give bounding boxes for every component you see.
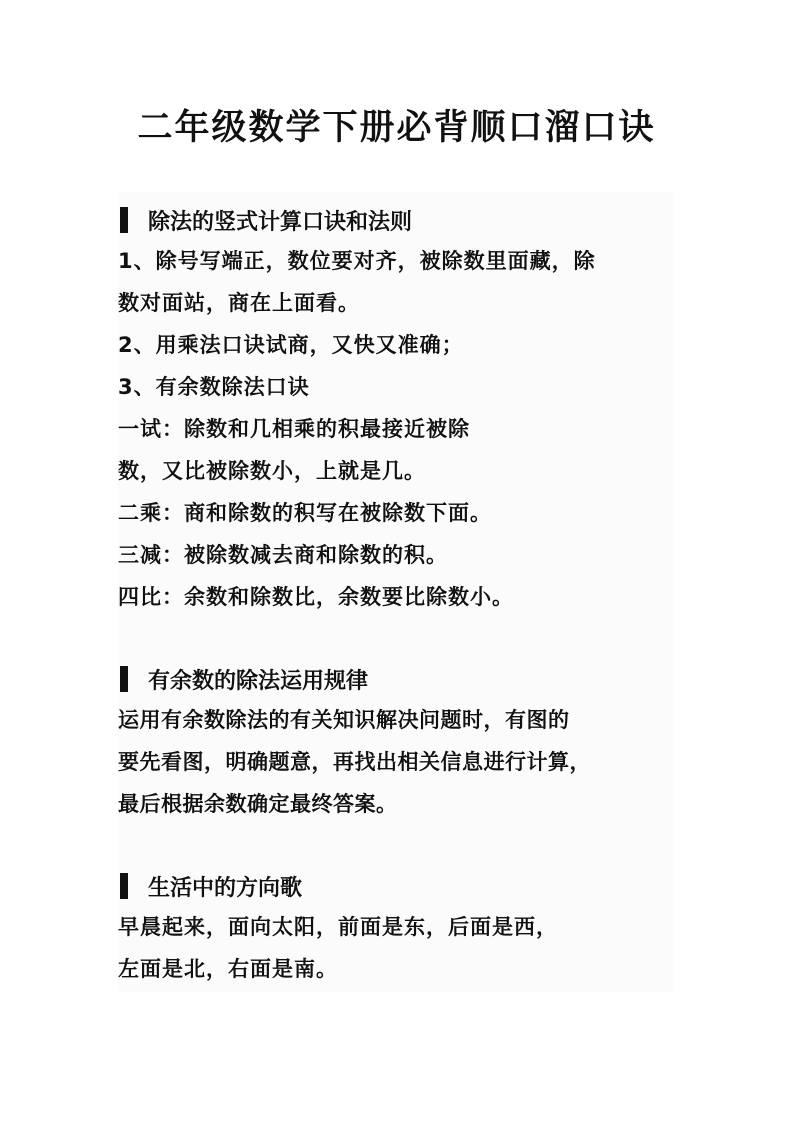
text-line: 早晨起来，面向太阳，前面是东，后面是西， [118,915,558,939]
text-line: 最后根据余数确定最终答案。 [118,792,398,816]
heading-bar-marker [120,207,128,233]
text-line: 要先看图，明确题意，再找出相关信息进行计算， [118,750,591,774]
section-heading [118,659,674,699]
text-line: 二乘：商和除数的积写在被除数下面。 [118,501,492,525]
document-body [118,192,674,992]
section-remainder-division [118,659,674,825]
text-line: 2、用乘法口诀试商，又快又准确； [118,333,464,357]
text-line: 1、除号写端正，数位要对齐，被除数里面藏，除 [118,249,596,273]
section-heading-text: 有余数的除法运用规律 [148,668,369,694]
section-division-rules [118,200,674,618]
section-heading [118,200,674,240]
heading-bar-marker [120,666,128,692]
section-heading-text: 生活中的方向歌 [148,875,303,901]
text-line: 数，又比被除数小，上就是几。 [118,459,426,483]
heading-bar-marker [120,873,128,899]
page-title: 二年级数学下册必背顺口溜口诀 [137,108,656,148]
text-line: 左面是北，右面是南。 [118,957,338,981]
section-heading-text: 除法的竖式计算口诀和法则 [148,209,413,235]
text-line: 3、有余数除法口诀 [118,375,310,399]
section-direction-song [118,866,674,990]
text-line: 数对面站，商在上面看。 [118,291,360,315]
text-line: 运用有余数除法的有关知识解决问题时，有图的 [118,708,570,732]
section-heading [118,866,674,906]
text-line: 四比：余数和除数比，余数要比除数小。 [118,585,514,609]
text-line: 三减：被除数减去商和除数的积。 [118,543,448,567]
text-line: 一试：除数和几相乘的积最接近被除 [118,417,470,441]
